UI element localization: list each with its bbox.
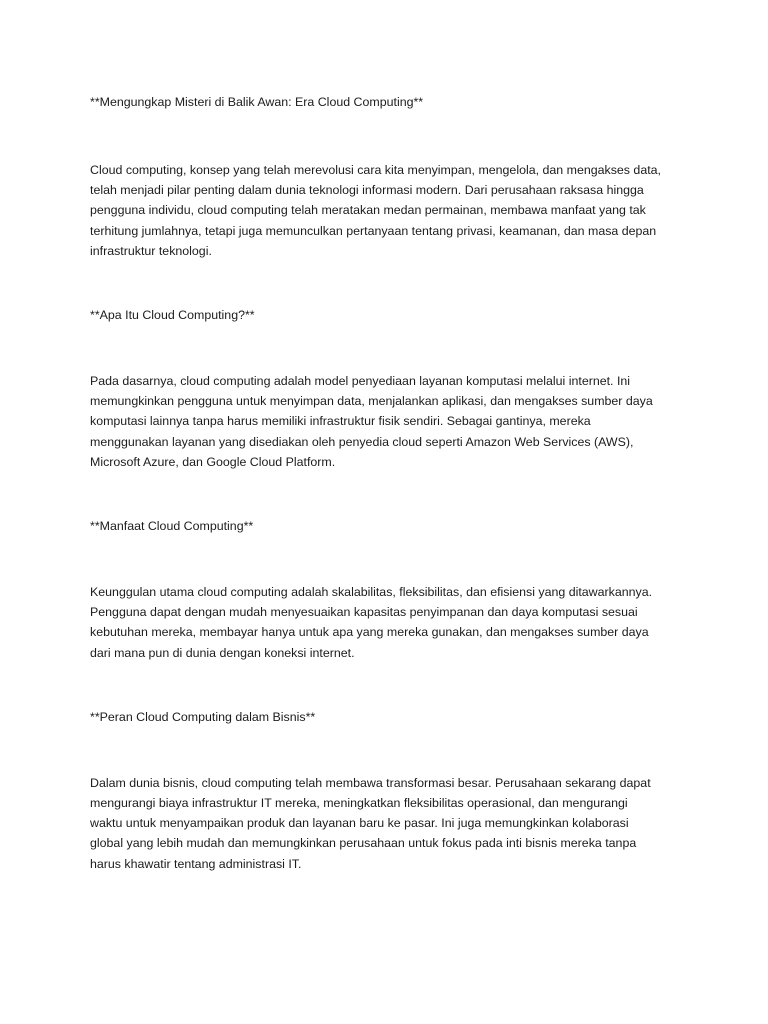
paragraph-line: telah menjadi pilar penting dalam dunia teknologi informasi modern. Dari perusahaan raksasa hingga — [90, 183, 644, 198]
paragraph-line: waktu untuk menyampaikan produk dan layanan baru ke pasar. Ini juga memungkinkan kolaborasi — [90, 816, 629, 831]
spacer — [90, 663, 690, 707]
paragraph-line: Pengguna dapat dengan mudah menyesuaikan kapasitas penyimpanan dan daya komputasi sesuai — [90, 605, 638, 620]
spacer — [90, 472, 690, 516]
paragraph-line: kebutuhan mereka, membayar hanya untuk apa yang mereka gunakan, dan mengakses sumber daya — [90, 625, 649, 640]
paragraph-line: global yang lebih mudah dan memungkinkan perusahaan untuk fokus pada inti bisnis mereka tanpa — [90, 836, 637, 851]
paragraph-line: pengguna individu, cloud computing telah meratakan medan permainan, membawa manfaat yang tak — [90, 203, 646, 218]
paragraph-line: Pada dasarnya, cloud computing adalah model penyediaan layanan komputasi melalui internet. Ini — [90, 374, 631, 389]
paragraph-line: Microsoft Azure, dan Google Cloud Platform. — [90, 454, 336, 469]
paragraph-line: mengurangi biaya infrastruktur IT mereka, meningkatkan fleksibilitas operasional, dan mengurangi — [90, 796, 628, 811]
section-heading-manfaat: **Manfaat Cloud Computing** — [90, 519, 254, 534]
paragraph-line: infrastruktur teknologi. — [90, 243, 212, 258]
paragraph-line: dari mana pun di dunia dengan koneksi internet. — [90, 645, 355, 660]
section-heading-apa-itu: **Apa Itu Cloud Computing?** — [90, 308, 255, 323]
section-heading-peran: **Peran Cloud Computing dalam Bisnis** — [90, 709, 316, 724]
document-title: **Mengungkap Misteri di Balik Awan: Era Cloud Computing** — [90, 95, 424, 109]
section-paragraph-peran — [90, 773, 690, 874]
paragraph-line: Cloud computing, konsep yang telah merevolusi cara kita menyimpan, mengelola, dan mengakses data, — [90, 163, 661, 177]
paragraph-line: menggunakan layanan yang disediakan oleh penyedia cloud seperti Amazon Web Services (AWS), — [90, 434, 634, 449]
paragraph-line: Keunggulan utama cloud computing adalah skalabilitas, fleksibilitas, dan efisiensi yang ditawarkannya. — [90, 585, 653, 600]
section-paragraph-apa-itu — [90, 371, 690, 472]
spacer — [90, 536, 690, 582]
spacer — [90, 112, 690, 160]
paragraph-line: terhitung jumlahnya, tetapi juga memunculkan pertanyaan tentang privasi, keamanan, dan masa depan — [90, 223, 657, 238]
document-body — [90, 92, 690, 874]
paragraph-line: harus khawatir tentang administrasi IT. — [90, 856, 302, 871]
section-paragraph-manfaat — [90, 582, 690, 663]
spacer — [90, 325, 690, 371]
intro-paragraph — [90, 160, 690, 261]
spacer — [90, 727, 690, 773]
paragraph-line: memungkinkan pengguna untuk menyimpan data, menjalankan aplikasi, dan mengakses sumber daya — [90, 394, 653, 409]
paragraph-line: Dalam dunia bisnis, cloud computing telah membawa transformasi besar. Perusahaan sekarang dapat — [90, 775, 651, 790]
paragraph-line: komputasi lainnya tanpa harus memiliki infrastruktur fisik sendiri. Sebagai gantinya, mereka — [90, 414, 591, 429]
spacer — [90, 261, 690, 305]
